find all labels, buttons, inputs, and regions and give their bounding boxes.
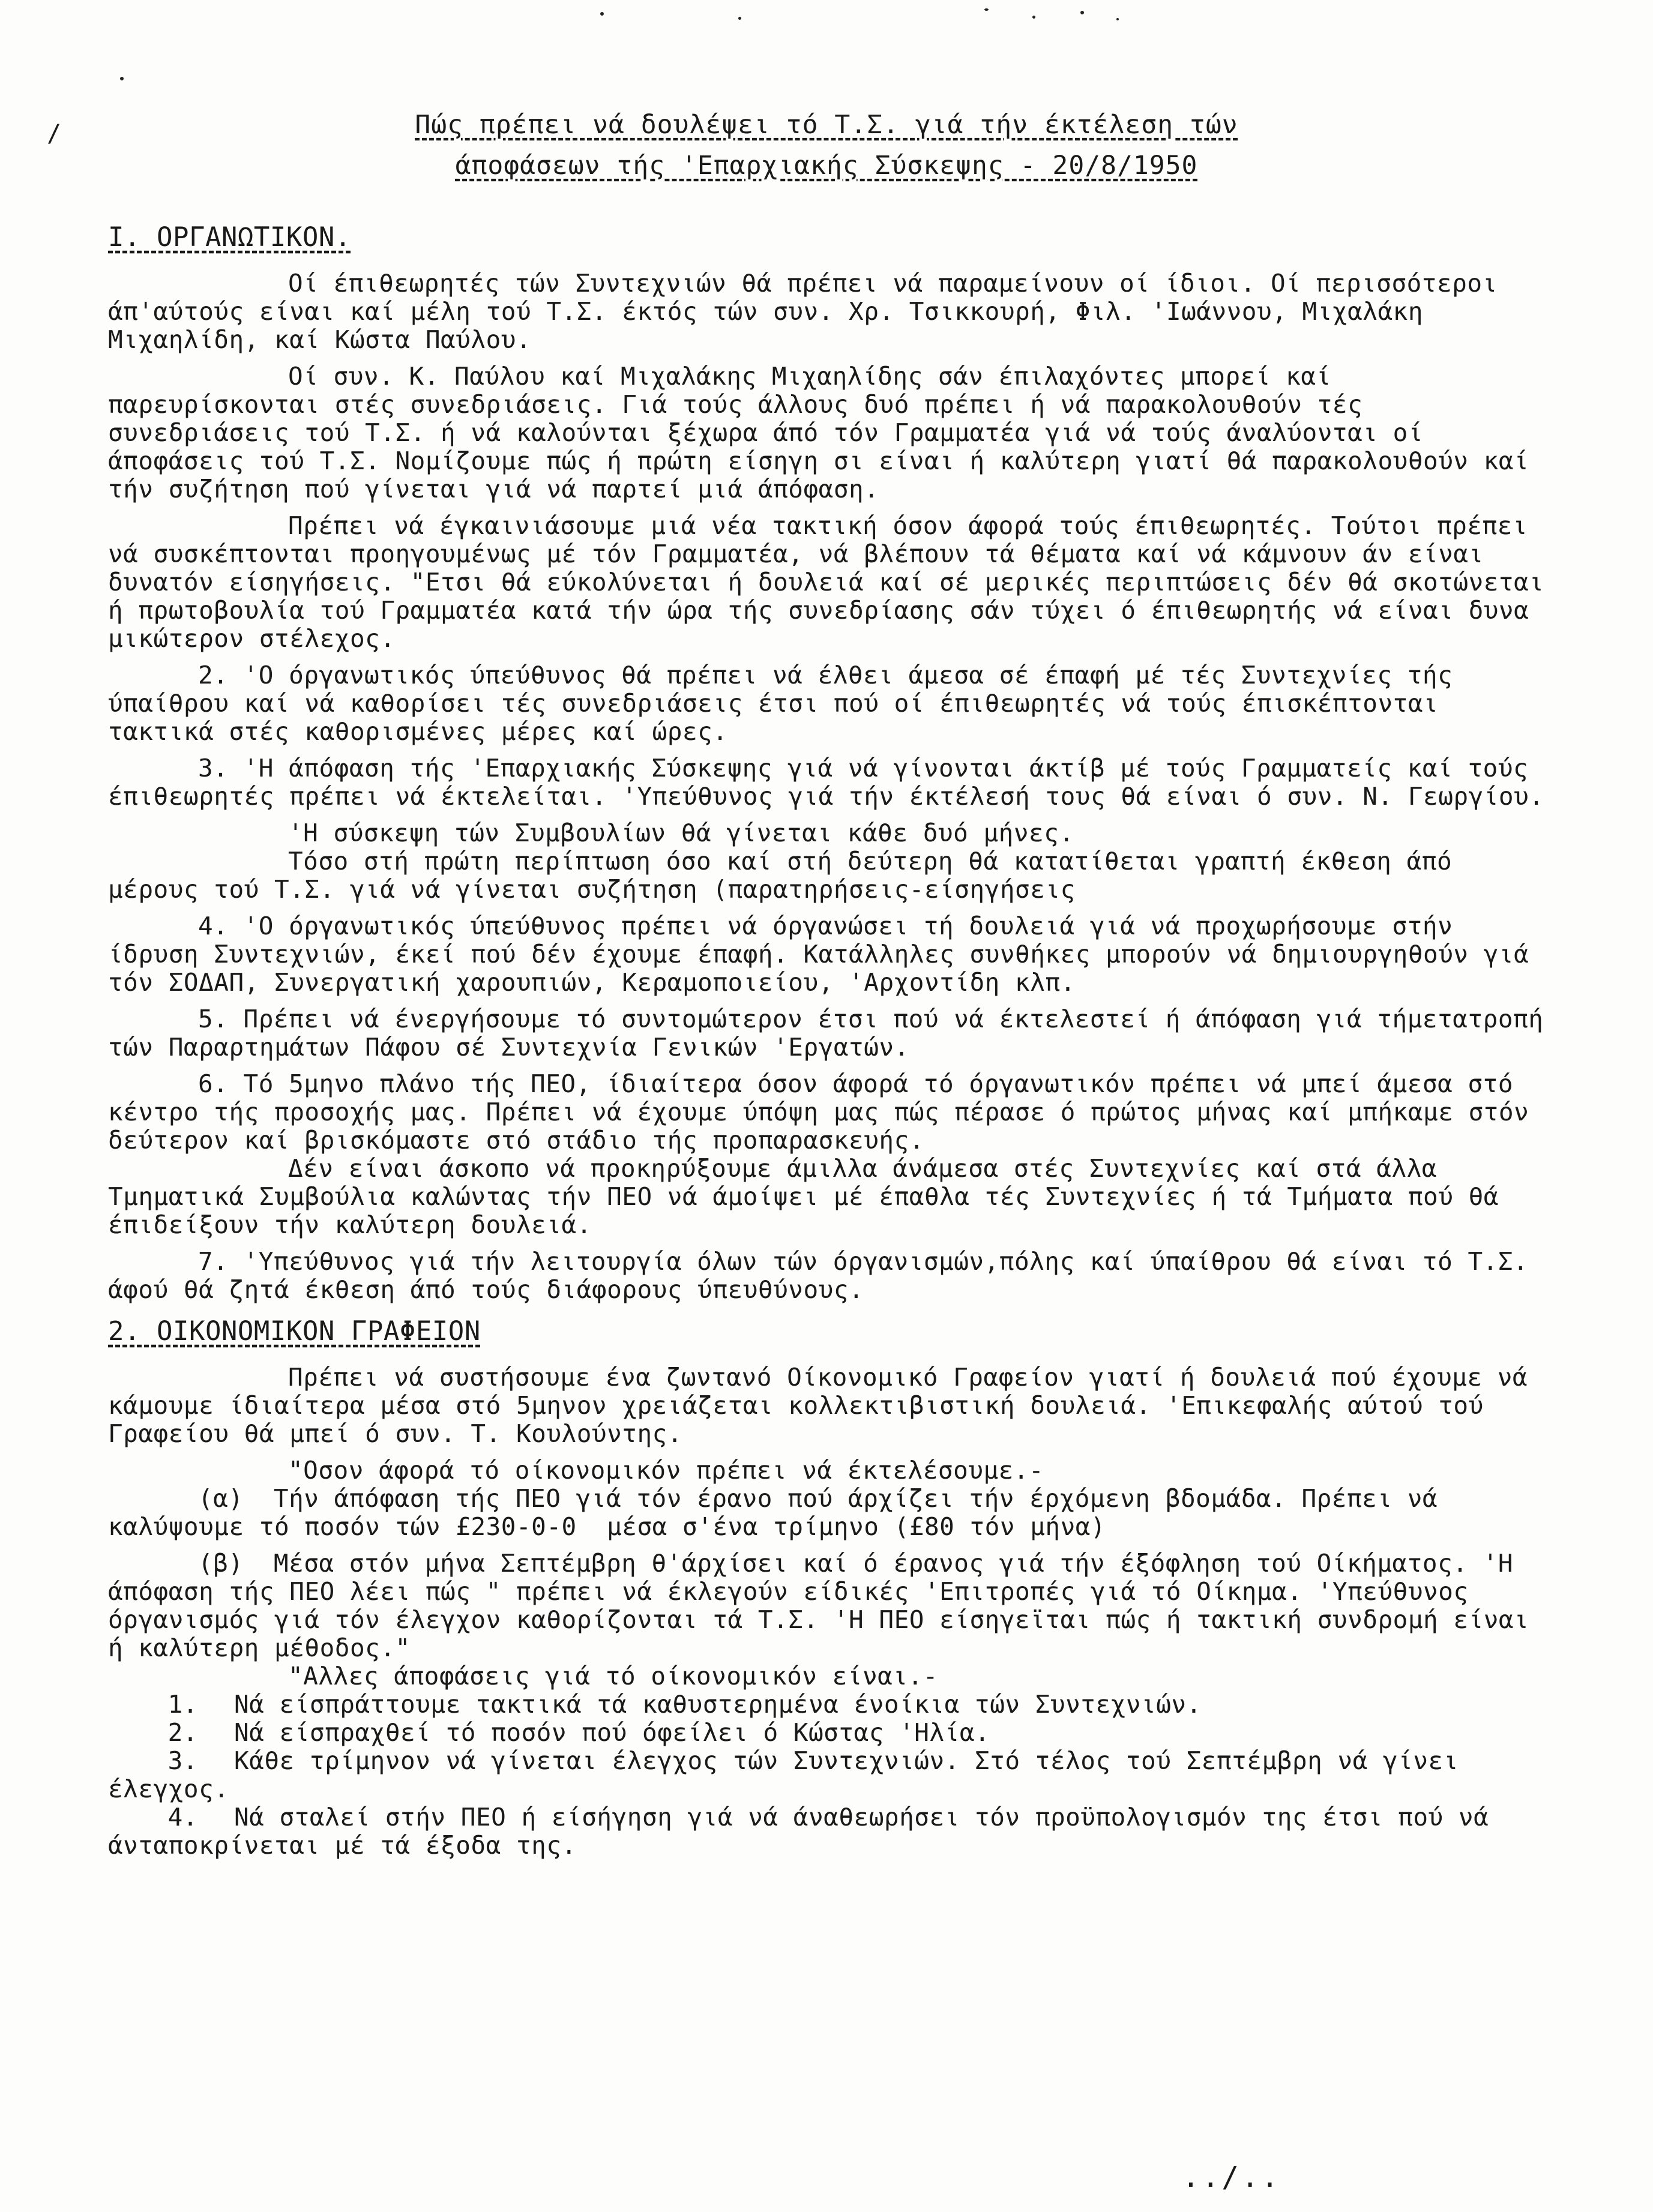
paragraph: Πρέπει νά έγκαινιάσουμε μιά νέα τακτική όσον άφορά τούς έπιθεωρητές. Τούτοι πρέπει νά συσκέπτονται προηγουμένως μέ τόν Γραμματέα, νά βλέπουν τά θέματα καί νά κάμνουν άν είναι δυνατόν είσηγήσεις. "Ετσι θά εύκολύνεται ή δουλειά καί σέ μερικές περιπτώσεις δέν θά σκοτώνεται ή πρωτοβουλία τού Γραμματέα κατά τήν ώρα τής συνεδρίασης σάν τύχει ό έπιθεωρητής νά είναι δυνα μικώτερον στέλεχος. (108, 511, 1559, 653)
scan-speck (738, 17, 741, 20)
paragraph: Δέν είναι άσκοπο νά προκηρύξουμε άμιλλα άνάμεσα στές Συντεχνίες καί στά άλλα Τμηματικά Συμβούλια καλώντας τήν ΠΕΟ νά άμοίψει μέ έπαθλα τές Συντεχνίες ή τά Τμήματα πού θά έπιδείξουν τήν καλύτερη δουλειά. (108, 1154, 1514, 1239)
section-2-list (108, 1691, 1549, 1860)
list-item (108, 1803, 1549, 1860)
list-item-number: 1. (167, 1690, 198, 1719)
paragraph: 3. 'Η άπόφαση τής 'Επαρχιακής Σύσκεψης γιά νά γίνονται άκτίβ μέ τούς Γραμματείς καί τούς έπιθεωρητές πρέπει νά έκτελείται. 'Υπεύθυνος γιά τήν έκτέλεσή τους θά είναι ό συν. Ν. Γεωργίου. (108, 754, 1544, 811)
paragraph: (β) Μέσα στόν μήνα Σεπτέμβρη θ'άρχίσει καί ό έρανος γιά τήν έξόφληση τού Οίκήματος. 'Η άπόφαση τής ΠΕΟ λέει πώς " πρέπει νά έκλεγούν είδικές 'Επιτροπές γιά τό Οίκημα. 'Υπεύθυνος όργανισμός γιά τόν έλεγχον καθορίζονται τά Τ.Σ. 'Η ΠΕΟ είσηγεϊται πώς ή τακτική συνδρομή είναι ή καλύτερη μέθοδος." (108, 1549, 1544, 1662)
scan-speck (120, 77, 124, 80)
paragraph: Οί συν. Κ. Παύλου καί Μιχαλάκης Μιχαηλίδης σάν έπιλαχόντες μπορεί καί παρευρίσκονται στές συνεδριάσεις. Γιά τούς άλλους δυό πρέπει ή νά παρακολουθούν τές συνεδριάσεις τού Τ.Σ. ή νά καλούνται ξέχωρα άπό τόν Γραμματέα γιά νά τούς άναλύονται οί άποφάσεις τού Τ.Σ. Νομίζουμε πώς ή πρώτη είσηγη σι είναι ή καλύτερη γιατί θά παρακολουθούν καί τήν συζήτηση πού γίνεται γιά νά παρτεί μιά άπόφαση. (108, 362, 1544, 503)
scan-speck (600, 12, 604, 16)
scan-speck (984, 8, 989, 11)
section-2-heading: 2. ΟΙΚΟΝΟΜΙΚΟΝ ΓΡΑΦΕΙΟΝ (108, 1316, 481, 1347)
list-item-number: 3. (167, 1746, 198, 1775)
document-title-line-1: Πώς πρέπει νά δουλέψει τό Τ.Σ. γιά τήν έκτέλεση τών (415, 110, 1238, 140)
paragraph: 6. Τό 5μηνο πλάνο τής ΠΕΟ, ίδιαίτερα όσον άφορά τό όργανωτικόν πρέπει νά μπεί άμεσα στό κέντρο τής προσοχής μας. Πρέπει νά έχουμε ύπόψη μας πώς πέρασε ό πρώτος μήνας καί μπήκαμε στόν δεύτερον καί βρισκόμαστε στό στάδιο τής προπαρασκευής. (108, 1069, 1544, 1155)
paragraph: (α) Τήν άπόφαση τής ΠΕΟ γιά τόν έρανο πού άρχίζει τήν έρχόμενη βδομάδα. Πρέπει νά καλύψουμε τό ποσόν τών £230-0-0 μέσα σ'ένα τρίμηνο (£80 τόν μήνα) (108, 1484, 1453, 1541)
paragraph: 4. 'Ο όργανωτικός ύπεύθυνος πρέπει νά όργανώσει τή δουλειά γιά νά προχωρήσουμε στήν ίδρυση Συντεχνιών, έκεί πού δέν έχουμε έπαφή. Κατάλληλες συνθήκες μπορούν νά δημιουργηθούν γιά τόν ΣΟΔΑΠ, Συνεργατική χαρουπιών, Κεραμοποιείου, 'Αρχοντίδη κλπ. (108, 912, 1544, 997)
list-item (108, 1719, 1549, 1747)
scan-speck (1080, 11, 1084, 14)
scan-speck (1116, 18, 1119, 20)
continuation-mark: ../.. (1182, 2160, 1281, 2194)
scan-speck (1032, 16, 1035, 19)
list-item-text: Νά είσπράττουμε τακτικά τά καθυστερημένα ένοίκια τών Συντεχνιών. (234, 1690, 1202, 1719)
list-item (108, 1747, 1549, 1803)
list-item-text: Νά είσπραχθεί τό ποσόν πού όφείλει ό Κώστας 'Ηλία. (234, 1718, 990, 1747)
list-item-number: 2. (167, 1718, 198, 1747)
paragraph: Οί έπιθεωρητές τών Συντεχνιών θά πρέπει νά παραμείνουν οί ίδιοι. Οί περισσότεροι άπ'αύτούς είναι καί μέλη τού Τ.Σ. έκτός τών συν. Χρ. Τσικκουρή, Φιλ. 'Ιωάννου, Μιχαλάκη Μιχαηλίδη, καί Κώστα Παύλου. (108, 269, 1513, 354)
list-item-text: Νά σταλεί στήν ΠΕΟ ή είσήγηση γιά νά άναθεωρήσει τόν προϋπολογισμόν της έτσι πού νά άνταποκρίνεται μέ τά έξοδα της. (108, 1803, 1504, 1860)
paragraph: 'Η σύσκεψη τών Συμβουλίων θά γίνεται κάθε δυό μήνες. (288, 819, 1074, 847)
paragraph: 2. 'Ο όργανωτικός ύπεύθυνος θά πρέπει νά έλθει άμεσα σέ έπαφή μέ τές Συντεχνίες τής ύπαίθρου καί νά καθορίσει τές συνεδριάσεις έτσι πού οί έπιθεωρητές νά τούς έπισκέπτονται τακτικά στές καθορισμένες μέρες καί ώρες. (108, 661, 1468, 746)
list-item (108, 1691, 1549, 1719)
paragraph: 5. Πρέπει νά ένεργήσουμε τό συντομώτερον έτσι πού νά έκτελεστεί ή άπόφαση γιά τήμετατροπή τών Παραρτημάτων Πάφου σέ Συντεχνία Γενικών 'Εργατών. (108, 1005, 1559, 1062)
paragraph: Τόσο στή πρώτη περίπτωση όσο καί στή δεύτερη θά κατατίθεται γραπτή έκθεση άπό μέρους τού Τ.Σ. γιά νά γίνεται συζήτηση (παρατηρήσεις-είσηγήσεις (108, 847, 1468, 904)
list-item-number: 4. (167, 1803, 198, 1832)
section-1-heading: Ι. ΟΡΓΑΝΩΤΙΚΟΝ. (108, 222, 351, 253)
paragraph: "Οσον άφορά τό οίκονομικόν πρέπει νά έκτελέσουμε.- (288, 1456, 1044, 1485)
document-title-line-2: άποφάσεων τής 'Επαρχιακής Σύσκεψης - 20/8/1950 (455, 151, 1198, 181)
paragraph: Πρέπει νά συστήσουμε ένα ζωντανό Οίκονομικό Γραφείον γιατί ή δουλειά πού έχουμε νά κάμουμε ίδιαίτερα μέσα στό 5μηνον χρειάζεται κολλεκτιβιστική δουλειά. 'Επικεφαλής αύτού τού Γραφείου θά μπεί ό συν. Τ. Κουλούντης. (108, 1363, 1543, 1448)
margin-mark: / (47, 120, 62, 148)
list-item-text: Κάθε τρίμηνον νά γίνεται έλεγχος τών Συντεχνιών. Στό τέλος τού Σεπτέμβρη νά γίνει έλεγχος. (108, 1746, 1474, 1803)
paragraph: 7. 'Υπεύθυνος γιά τήν λειτουργία όλων τών όργανισμών,πόλης καί ύπαίθρου θά είναι τό Τ.Σ. άφού θά ζητά έκθεση άπό τούς διάφορους ύπευθύνους. (108, 1247, 1544, 1304)
paragraph: "Αλλες άποφάσεις γιά τό οίκονομικόν είναι.- (288, 1662, 938, 1691)
document-body (108, 210, 1559, 1860)
